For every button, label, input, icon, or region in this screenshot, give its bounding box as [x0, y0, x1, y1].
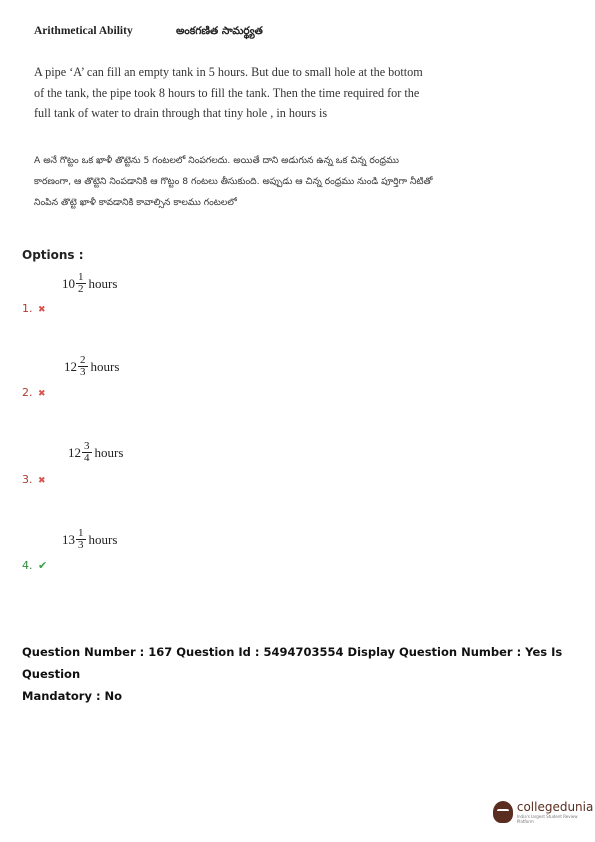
- wrong-icon: ✖: [38, 476, 46, 486]
- fraction-denominator: 3: [80, 366, 86, 378]
- option-1-value: [62, 272, 117, 295]
- option-whole: 12: [64, 358, 77, 374]
- option-number-label: 4.: [22, 559, 33, 572]
- fraction-denominator: 3: [78, 539, 84, 551]
- subject-telugu: అంకగణిత సామర్థ్యత: [176, 25, 263, 37]
- option-number-label: 3.: [22, 473, 33, 486]
- option-unit: hours: [88, 531, 118, 547]
- fraction-numerator: 2: [80, 354, 86, 366]
- fraction-denominator: 2: [78, 283, 84, 295]
- option-fraction: [78, 355, 88, 378]
- fraction-numerator: 3: [84, 440, 90, 452]
- option-fraction: [76, 528, 86, 551]
- check-icon: ✔: [38, 559, 48, 572]
- option-2-number: [22, 386, 46, 399]
- logo-name: collegedunia: [516, 800, 594, 814]
- option-whole: 13: [62, 531, 75, 547]
- subject-header: [34, 25, 263, 37]
- fraction-numerator: 1: [78, 271, 84, 283]
- option-unit: hours: [94, 444, 124, 460]
- subject-english: Arithmetical Ability: [34, 25, 133, 37]
- option-unit: hours: [90, 358, 120, 374]
- option-fraction: [76, 272, 86, 295]
- mascot-icon: [493, 801, 513, 823]
- logo-tagline: India's largest Student Review Platform: [516, 814, 578, 824]
- option-number-label: 1.: [22, 302, 33, 315]
- fraction-numerator: 1: [78, 527, 84, 539]
- option-fraction: [82, 441, 92, 464]
- option-1-number: [22, 302, 46, 315]
- question-text-english: A pipe ‘A’ can fill an empty tank in 5 hours. But due to small hole at the bottom of the tank, the pipe took 8 hours to fill the tank. Then the time required for the full tank of water to drain through that tiny hole , in hours is: [34, 65, 423, 120]
- logo-text: [517, 800, 595, 824]
- option-4-value: [62, 528, 117, 551]
- option-4-number: [22, 559, 47, 572]
- collegedunia-logo[interactable]: [493, 800, 595, 824]
- option-3-value: [68, 441, 123, 464]
- wrong-icon: ✖: [38, 305, 46, 315]
- wrong-icon: ✖: [38, 389, 46, 399]
- fraction-denominator: 4: [84, 452, 90, 464]
- option-whole: 10: [62, 275, 75, 291]
- question-metadata: [22, 641, 582, 707]
- question-text-telugu: A అనే గొట్టం ఒక ఖాళీ తొట్టెను 5 గంటలలో నింపగలదు. అయితే దాని అడుగున ఉన్న ఒక చిన్న రంధ్రము కారణంగా, ఆ తొట్టెని నింపడానికి ఆ గొట్టం 8 గంటలు తీసుకుంది. అప్పుడు ఆ చిన్న రంధ్రము నుండి పూర్తిగా నీటితో నింపిన తొట్టె ఖాళీ కావడానికి కావాల్సిన కాలము గంటలలో: [34, 155, 433, 208]
- option-number-label: 2.: [22, 386, 33, 399]
- option-3-number: [22, 473, 46, 486]
- option-whole: 12: [68, 444, 81, 460]
- metadata-line-1: Question Number : 167 Question Id : 5494703554 Display Question Number : Yes Is Question: [22, 645, 563, 681]
- option-2-value: [64, 355, 119, 378]
- options-heading: Options :: [22, 248, 84, 262]
- metadata-line-2: Mandatory : No: [22, 689, 123, 703]
- option-unit: hours: [88, 275, 118, 291]
